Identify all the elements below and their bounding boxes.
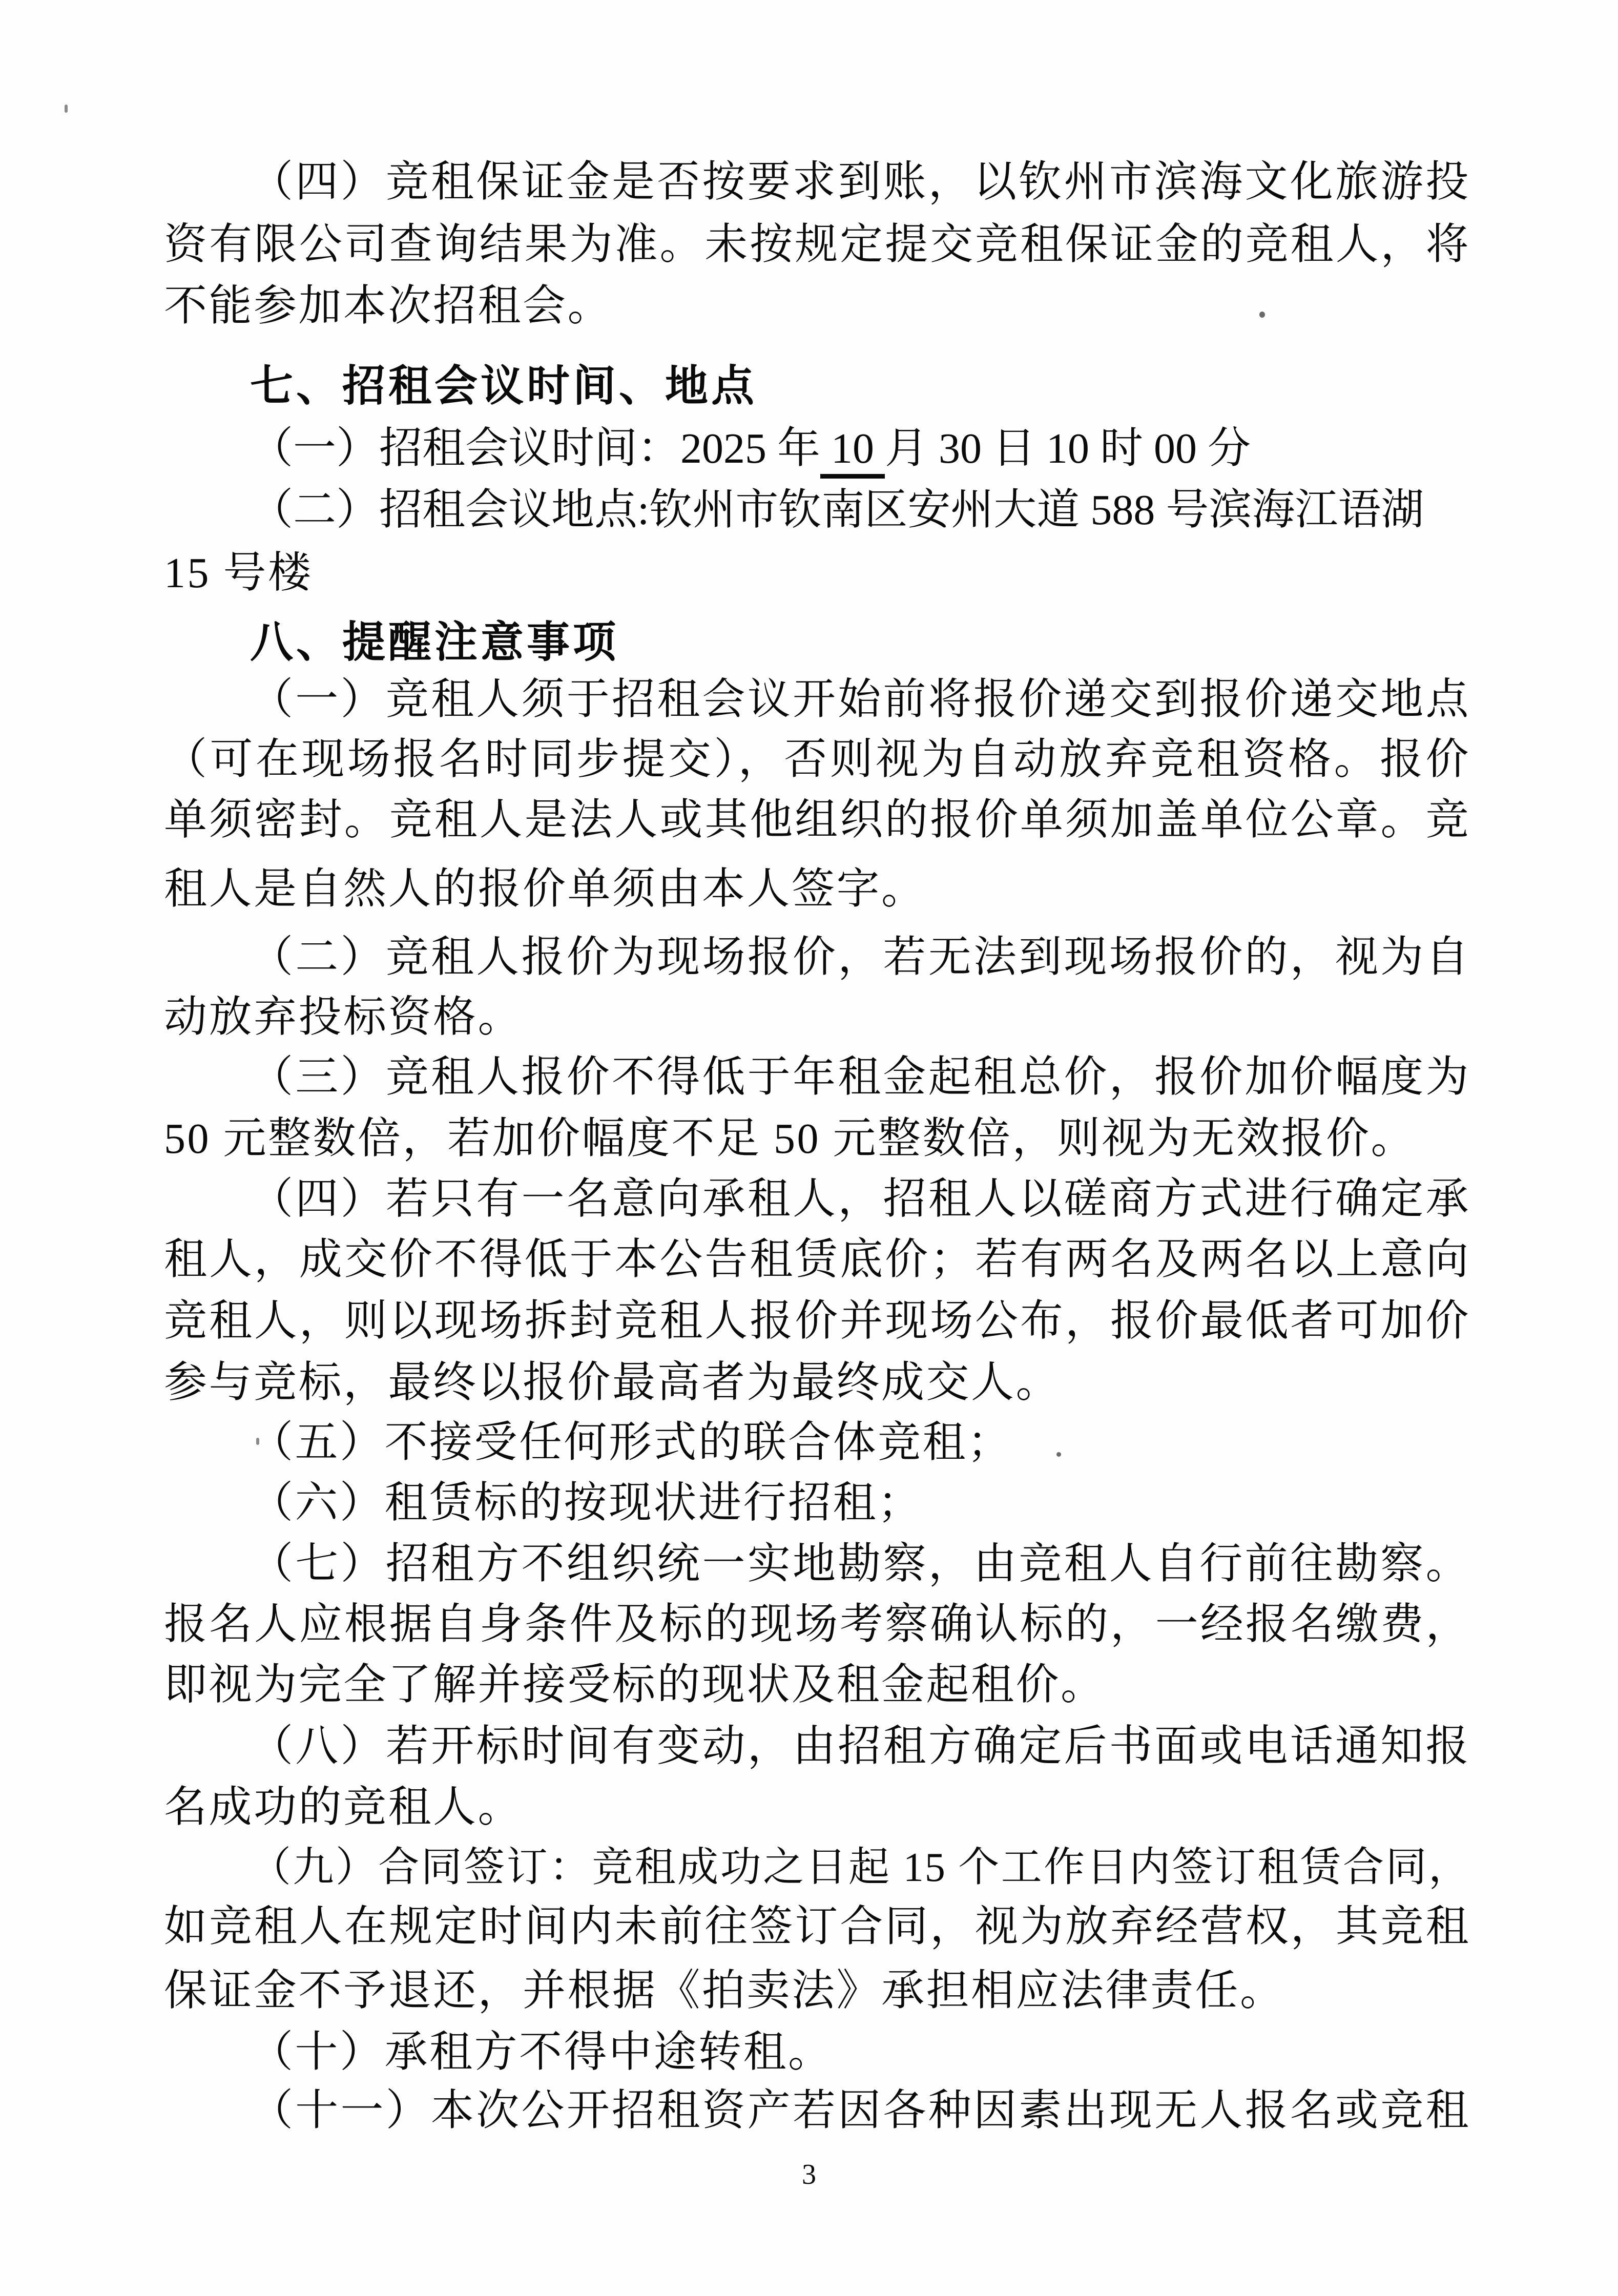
paragraph-line: （七）招租方不组织统一实地勘察，由竞租人自行前往勘察。 (250, 1540, 1470, 1588)
paragraph-line: 不能参加本次招租会。 (164, 282, 613, 330)
paragraph-line: （五）不接受任何形式的联合体竞租； (250, 1419, 1012, 1466)
paragraph-line: 资有限公司查询结果为准。未按规定提交竞租保证金的竞租人，将 (164, 221, 1470, 268)
paragraph-line: 如竞租人在规定时间内未前往签订合同，视为放弃经营权，其竞租 (164, 1903, 1470, 1951)
paragraph-line: 参与竞标，最终以报价最高者为最终成交人。 (164, 1359, 1061, 1406)
paragraph-line: 动放弃投标资格。 (164, 994, 523, 1041)
meeting-place-line: （二）招租会议地点:钦州市钦南区安州大道 588 号滨海江语湖 (250, 486, 1424, 534)
paragraph-line: 报名人应根据自身条件及标的现场考察确认标的，一经报名缴费， (164, 1601, 1470, 1648)
section-heading-7: 七、招租会议时间、地点 (250, 362, 758, 410)
paragraph-line: （二）竞租人报价为现场报价，若无法到现场报价的，视为自 (250, 934, 1470, 981)
paragraph-line: 租人，成交价不得低于本公告租赁底价；若有两名及两名以上意向 (164, 1236, 1470, 1284)
paragraph-line: （八）若开标时间有变动，由招租方确定后书面或电话通知报 (250, 1723, 1470, 1770)
paragraph-line: 即视为完全了解并接受标的现状及租金起租价。 (164, 1661, 1106, 1709)
meeting-time-line (164, 424, 1470, 473)
paragraph-line: （三）竞租人报价不得低于年租金起租总价，报价加价幅度为 (250, 1053, 1470, 1101)
paragraph-line: 租人是自然人的报价单须由本人签字。 (164, 865, 926, 913)
underlined-month-value: 10 (820, 425, 885, 479)
paragraph-line: 单须密封。竞租人是法人或其他组织的报价单须加盖单位公章。竞 (164, 796, 1470, 844)
paragraph-line: （一）竞租人须于招租会议开始前将报价递交到报价递交地点 (250, 676, 1470, 723)
paragraph-line: 50 元整数倍，若加价幅度不足 50 元整数倍，则视为无效报价。 (164, 1115, 1416, 1163)
paragraph-line: （九）合同签订：竞租成功之日起 15 个工作日内签订租赁合同， (250, 1845, 1470, 1890)
paragraph-line: （十一）本次公开招租资产若因各种因素出现无人报名或竞租 (250, 2087, 1470, 2135)
section-heading-8: 八、提醒注意事项 (250, 618, 619, 666)
scan-speck (65, 105, 68, 113)
page-number: 3 (802, 2159, 816, 2190)
paragraph-line: （四）竞租保证金是否按要求到账，以钦州市滨海文化旅游投 (250, 158, 1470, 206)
paragraph-line: （十）承租方不得中途转租。 (250, 2029, 833, 2076)
meeting-time-prefix: （一）招租会议时间：2025 年 (250, 425, 821, 472)
paragraph-line: 保证金不予退还，并根据《拍卖法》承担相应法律责任。 (164, 1967, 1285, 2015)
paragraph-line: 15 号楼 (164, 549, 313, 597)
paragraph-line: 名成功的竞租人。 (164, 1784, 523, 1831)
paragraph-line: （四）若只有一名意向承租人，招租人以磋商方式进行确定承 (250, 1175, 1470, 1223)
paragraph-line: （可在现场报名时同步提交），否则视为自动放弃竞租资格。报价 (164, 736, 1470, 783)
paragraph-line: （六）租赁标的按现状进行招租； (250, 1479, 923, 1527)
meeting-time-suffix: 月 30 日 10 时 00 分 (885, 425, 1251, 472)
paragraph-line: 竞租人，则以现场拆封竞租人报价并现场公布，报价最低者可加价 (164, 1297, 1470, 1345)
